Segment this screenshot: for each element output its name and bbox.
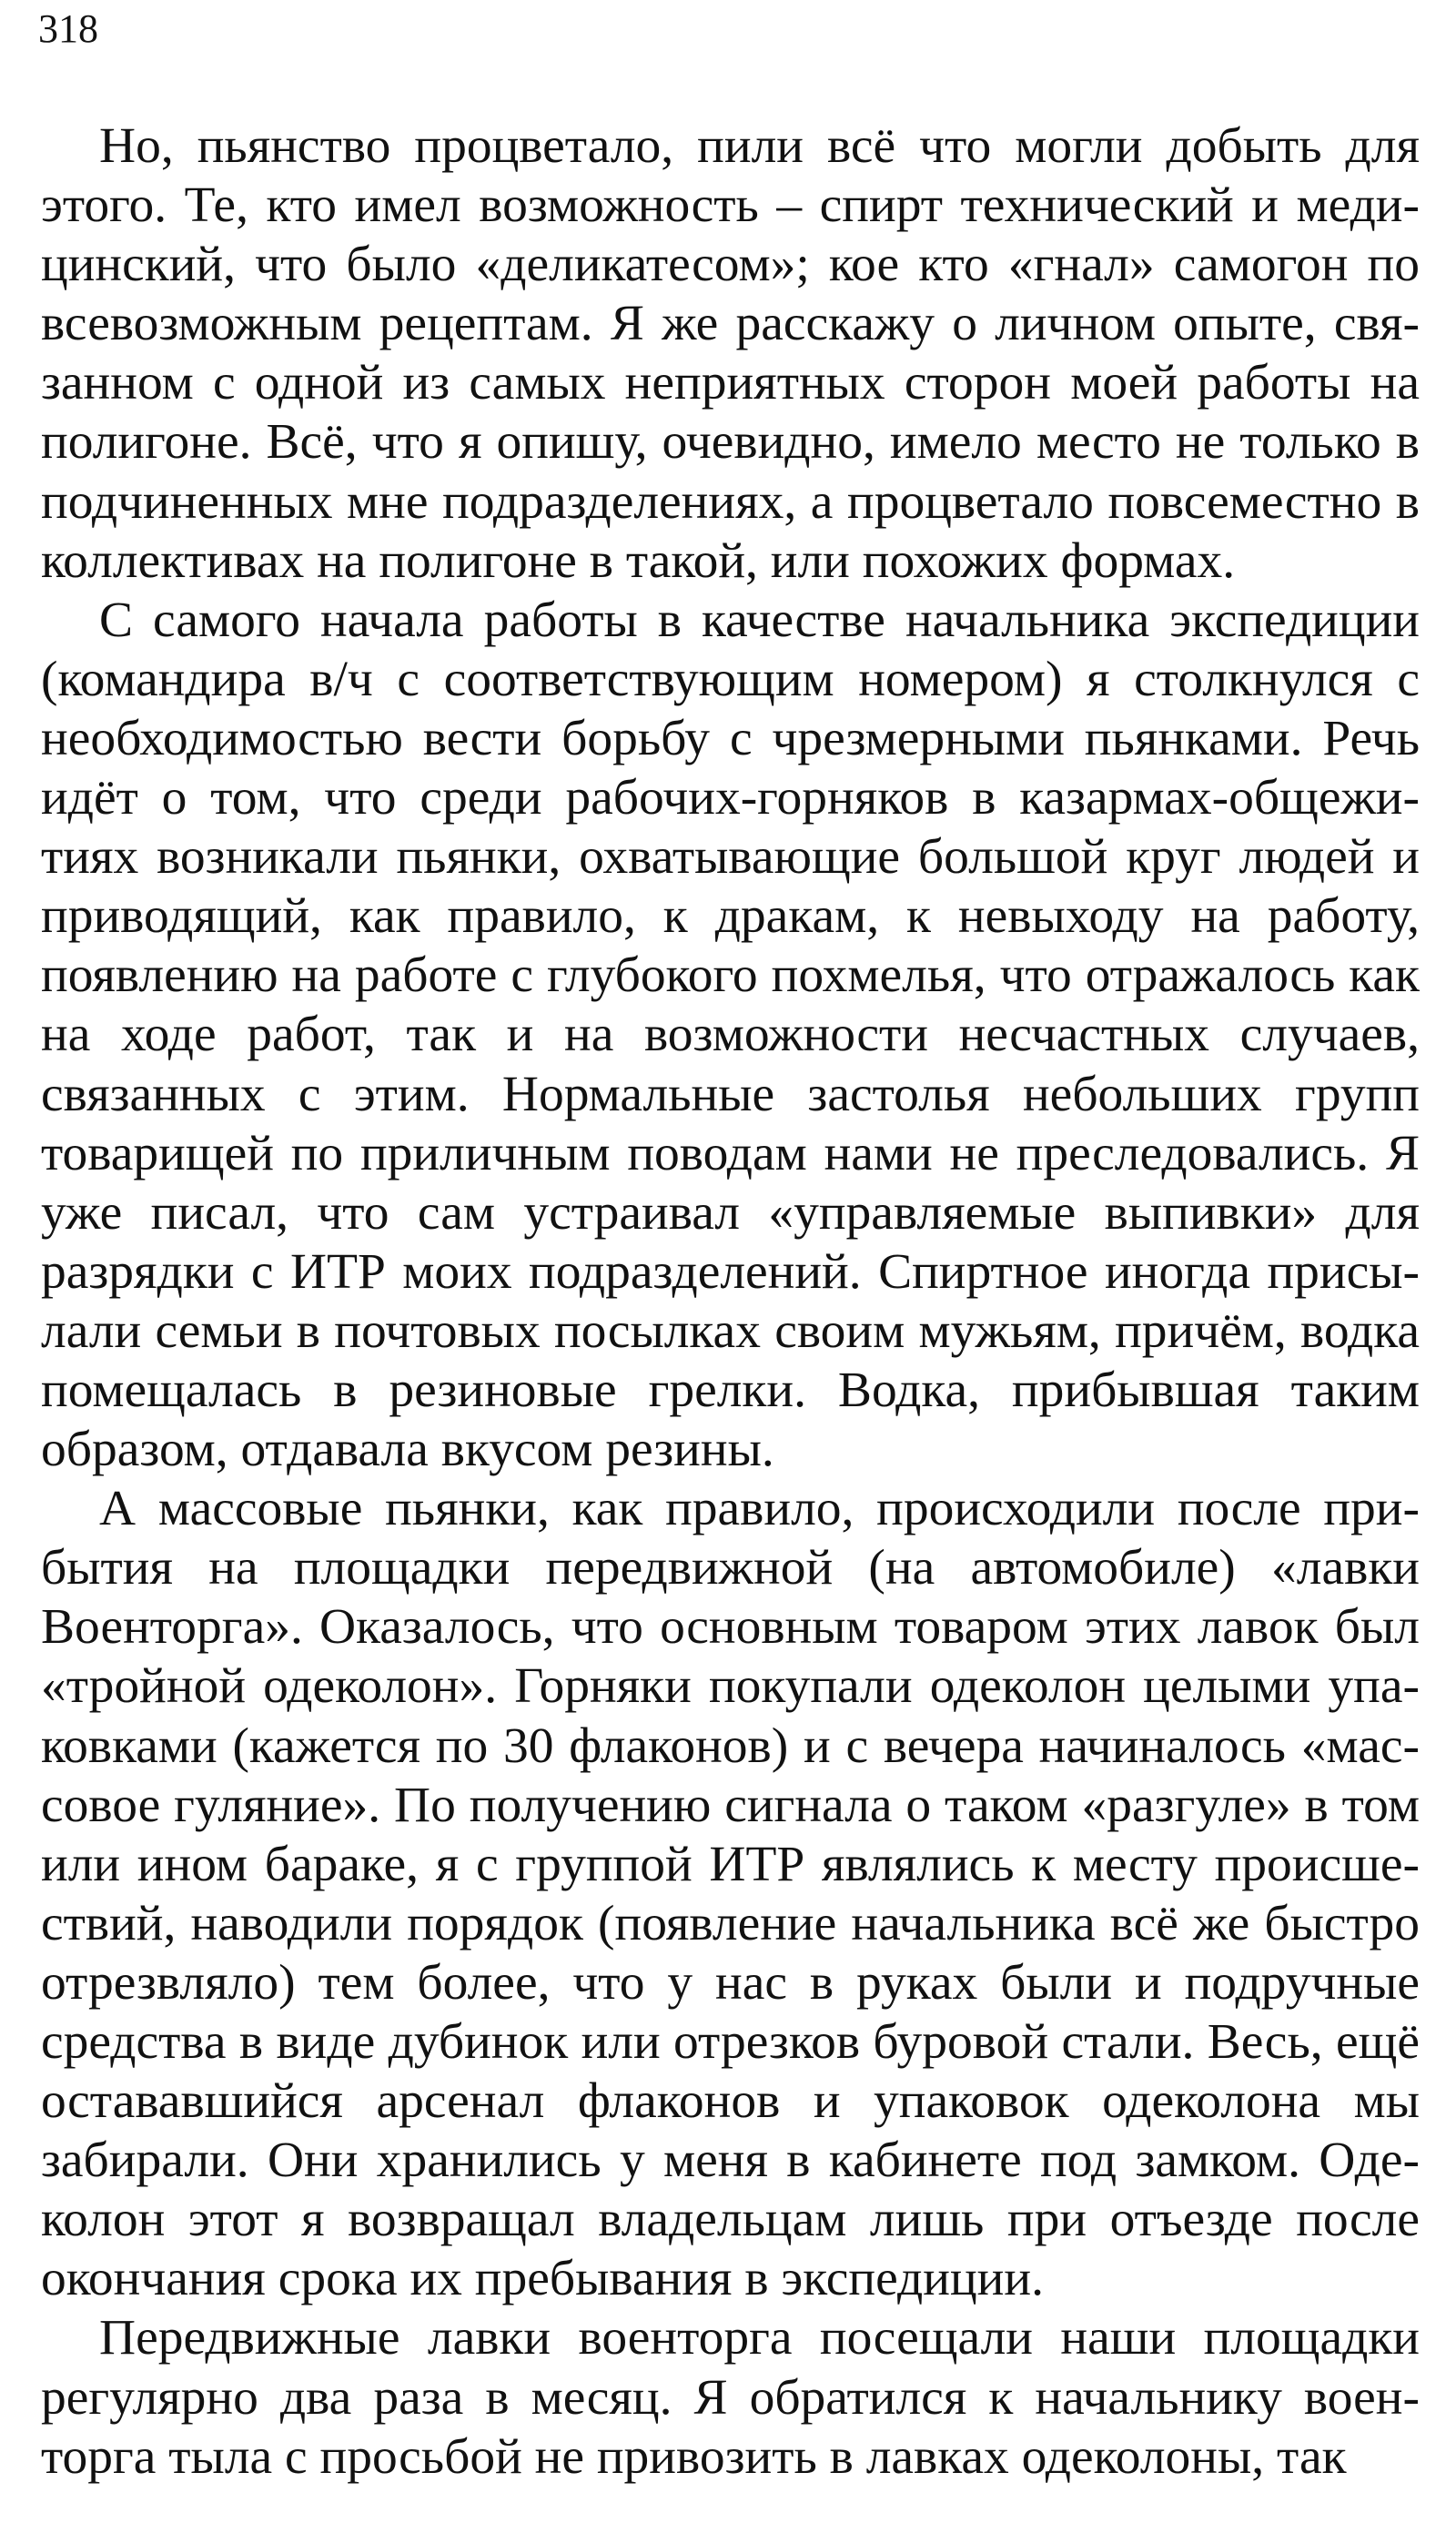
paragraph-2: С самого начала работы в качестве начальника экспедиции (командира в/ч с соответствующим номером) я столкнулся с необходимостью вести борьбу с чрезмерными пьянками. Речь идёт о том, что среди рабочих-горняков в казармах-общежитиях возникали пьянки, охватывающие большой круг людей и приводящий, как правило, к дракам, к невыходу на работу, появлению на работе с глубокого похмелья, что отражалось как на ходе работ, так и на возможности несчастных случаев, связанных с этим. Нормальные застолья небольших групп товарищей по приличным поводам нами не преследовались. Я уже писал, что сам устраивал «управляемые выпивки» для разрядки с ИТР моих подразделений. Спиртное иногда присылали семьи в почтовых посылках своим мужьям, причём, водка помещалась в резиновые грелки. Водка, прибывшая таким образом, отдавала вкусом резины. (41, 592, 1420, 1478)
paragraph-4: Передвижные лавки военторга посещали наши площадки регулярно два раза в месяц. Я обратился к начальнику военторга тыла с просьбой не привозить в лавках одеколоны, так (41, 2310, 1420, 2485)
page-number: 318 (38, 6, 98, 51)
page-body (41, 117, 1420, 2487)
paragraph-3: А массовые пьянки, как правило, происходили после прибытия на площадки передвижной (на автомобиле) «лавки Военторга». Оказалось, что основным товаром этих лавок был «тройной одеколон». Горняки покупали одеколон целыми упаковками (кажется по 30 флаконов) и с вечера начиналось «массовое гуляние». По получению сигнала о таком «разгуле» в том или ином бараке, я с группой ИТР являлись к месту происшествий, наводили порядок (появление начальника всё же быстро отрезвляло) тем более, что у нас в руках были и подручные средства в виде дубинок или отрезков буровой стали. Весь, ещё остававшийся арсенал флаконов и упаковок одеколона мы забирали. Они хранились у меня в кабинете под замком. Одеколон этот я возвращал владельцам лишь при отъезде после окончания срока их пребывания в экспедиции. (41, 1481, 1420, 2307)
paragraph-1: Но, пьянство процветало, пили всё что могли добыть для этого. Те, кто имел возможность – спирт технический и медицинский, что было «деликатесом»; кое кто «гнал» самогон по всевозможным рецептам. Я же расскажу о личном опыте, связанном с одной из самых неприятных сторон моей работы на полигоне. Всё, что я опишу, очевидно, имело место не только в подчиненных мне подразделениях, а процветало повсеместно в коллективах на полигоне в такой, или похожих формах. (41, 118, 1420, 589)
